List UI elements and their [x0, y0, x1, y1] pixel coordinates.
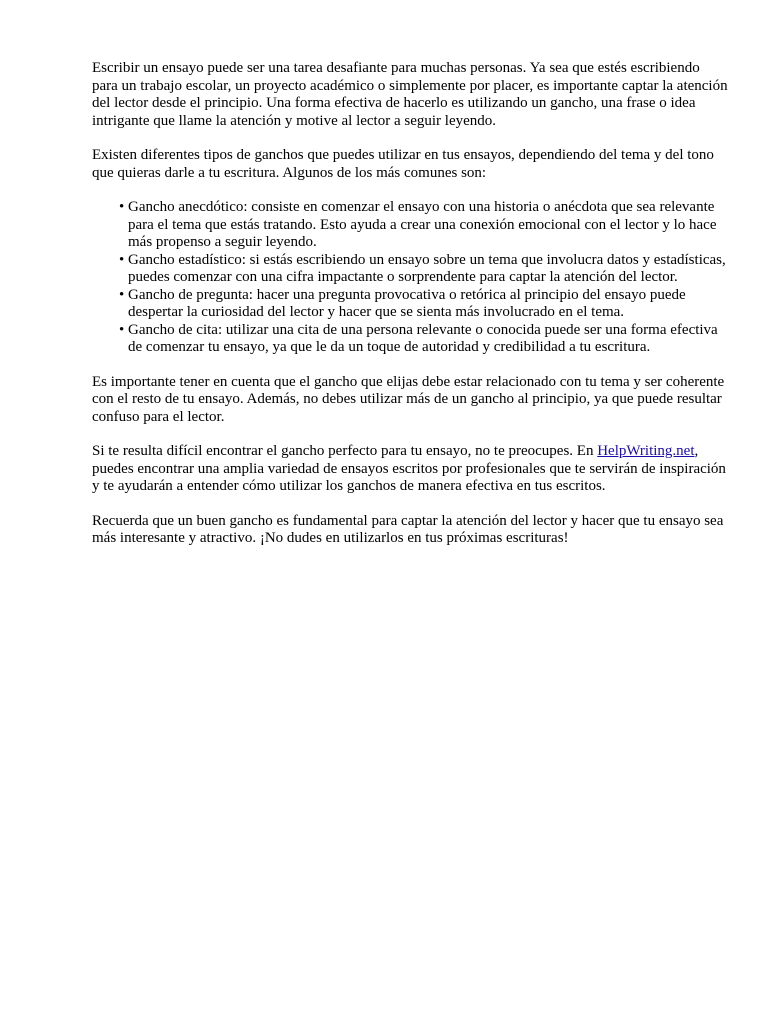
helpwriting-text-after: , puedes encontrar una amplia variedad de ensayos escritos por profesionales que te servirán de inspiración y te ayudarán a entender cómo utilizar los ganchos de manera efectiva en tus escritos.: [92, 443, 726, 494]
helpwriting-link[interactable]: HelpWriting.net: [597, 443, 695, 459]
document-body: [92, 60, 728, 565]
list-item: [119, 286, 728, 322]
list-item-text: Gancho anecdótico: consiste en comenzar el ensayo con una historia o anécdota que sea relevante para el tema que estás tratando. Esto ayuda a crear una conexión emocional con el lector y lo hace más propenso a seguir leyendo.: [128, 199, 717, 250]
closing-paragraph: Recuerda que un buen gancho es fundamental para captar la atención del lector y hacer que tu ensayo sea más interesante y atractivo. ¡No dudes en utilizarlos en tus próximas escrituras!: [92, 512, 724, 546]
intro-paragraph: Escribir un ensayo puede ser una tarea desafiante para muchas personas. Ya sea que estés escribiendo para un trabajo escolar, un proyecto académico o simplemente por placer, es importante captar la atención del lector desde el principio. Una forma efectiva de hacerlo es utilizando un gancho, una frase o idea intrigante que llame la atención y motive al lector a seguir leyendo.: [92, 60, 728, 129]
list-item: [119, 321, 728, 357]
list-item-text: Gancho estadístico: si estás escribiendo un ensayo sobre un tema que involucra datos y estadísticas, puedes comenzar con una cifra impactante o sorprendente para captar la atención del lector.: [128, 251, 726, 285]
bullet-icon: •: [119, 251, 125, 268]
list-item-text: Gancho de pregunta: hacer una pregunta provocativa o retórica al principio del ensayo puede despertar la curiosidad del lector y hacer que se sienta más involucrado en el tema.: [128, 286, 686, 320]
list-item: [119, 199, 728, 252]
bullet-icon: •: [119, 286, 125, 303]
helpwriting-text-before: Si te resulta difícil encontrar el gancho perfecto para tu ensayo, no te preocupes. En: [92, 443, 598, 459]
hook-types-list: [92, 199, 728, 357]
helpwriting-paragraph: [92, 443, 728, 496]
list-item-text: Gancho de cita: utilizar una cita de una persona relevante o conocida puede ser una forma efectiva de comenzar tu ensayo, ya que le da un toque de autoridad y credibilidad a tu escritura.: [128, 321, 718, 355]
hook-types-paragraph: Existen diferentes tipos de ganchos que puedes utilizar en tus ensayos, dependiendo del tema y del tono que quieras darle a tu escritura. Algunos de los más comunes son:: [92, 147, 714, 181]
coherence-paragraph: Es importante tener en cuenta que el gancho que elijas debe estar relacionado con tu tema y ser coherente con el resto de tu ensayo. Además, no debes utilizar más de un gancho al principio, ya que puede resultar confuso para el lector.: [92, 373, 725, 425]
bullet-icon: •: [119, 199, 125, 215]
list-item: [119, 251, 728, 287]
bullet-icon: •: [119, 321, 125, 338]
